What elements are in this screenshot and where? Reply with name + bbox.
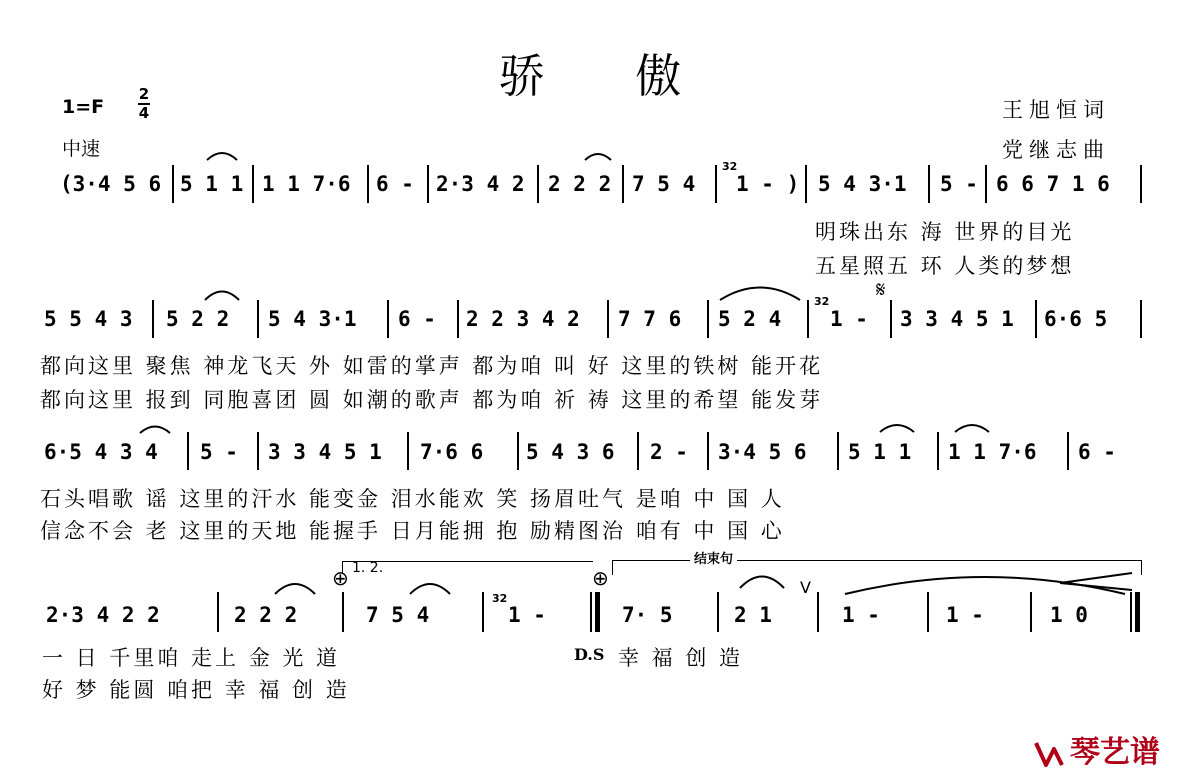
measure: 2 1 (734, 603, 772, 627)
measure: 1 1 7·6 (948, 440, 1037, 464)
measure: 7·6 6 (420, 440, 484, 464)
coda-icon: ⊕ (332, 566, 349, 590)
measure: 3·4 5 6 (718, 440, 807, 464)
lyric-line: 幸 福 创 造 (618, 646, 744, 670)
measure: 5 2 4 (718, 307, 782, 331)
measure: 7 7 6 (618, 307, 682, 331)
lyric-line: 五星照五 环 人类的梦想 (815, 254, 1075, 278)
measure: 1 - ) (736, 172, 800, 196)
measure: 7 5 4 (632, 172, 696, 196)
ds-marking: D.S (574, 645, 605, 664)
tempo-marking: 中速 (62, 138, 101, 160)
time-signature-bottom: 4 (138, 104, 150, 122)
measure: 6·5 4 3 4 (44, 440, 158, 464)
time-signature-top: 2 (138, 85, 150, 103)
measure: 6 - (1078, 440, 1116, 464)
brand-name: 琴艺谱 (1070, 735, 1160, 770)
measure: 7· 5 (622, 603, 673, 627)
measure: 2 2 2 (234, 603, 298, 627)
key-signature: 1=F (62, 96, 105, 118)
measure: 1 1 7·6 (262, 172, 351, 196)
volta-label: 1. 2. (352, 560, 384, 576)
measure: 2 2 3 4 2 (466, 307, 580, 331)
measure: 2 - (650, 440, 688, 464)
lyric-line: 明珠出东 海 世界的目光 (815, 220, 1075, 244)
measure: 1 0 (1050, 603, 1088, 627)
measure: 6 6 7 1 6 (996, 172, 1110, 196)
coda-icon: ⊕ (592, 566, 609, 590)
time-change-mark: 32 (492, 592, 508, 605)
measure: 5 1 1 (848, 440, 912, 464)
measure: 1 - (508, 603, 546, 627)
measure: 2 2 2 (548, 172, 612, 196)
measure: 6·6 5 (1044, 307, 1108, 331)
breath-mark: V (800, 578, 811, 597)
measure: 5 2 2 (166, 307, 230, 331)
measure: (3·4 5 6 (60, 172, 162, 196)
brand-logo (1032, 727, 1160, 771)
measure: 5 4 3 6 (526, 440, 615, 464)
lyric-line: 好 梦 能圆 咱把 幸 福 创 造 (42, 678, 350, 702)
measure: 2·3 4 2 2 (46, 603, 160, 627)
lyric-line: 信念不会 老 这里的天地 能握手 日月能拥 抱 励精图治 咱有 中 国 心 (40, 519, 785, 543)
measure: 1 - (830, 307, 868, 331)
time-change-mark: 32 (722, 160, 738, 173)
lyric-line: 一 日 千里咱 走上 金 光 道 (42, 646, 341, 670)
lyric-line: 石头唱歌 谣 这里的汗水 能变金 泪水能欢 笑 扬眉吐气 是咱 中 国 人 (40, 487, 785, 511)
time-change-mark: 32 (814, 295, 830, 308)
measure: 5 5 4 3 (44, 307, 133, 331)
measure: 5 1 1 (180, 172, 244, 196)
measure: 3 3 4 5 1 (900, 307, 1014, 331)
composer-credit: 党继志曲 (1002, 138, 1110, 162)
measure: 6 - (398, 307, 436, 331)
measure: 1 - (842, 603, 880, 627)
measure: 5 - (940, 172, 978, 196)
lyricist-credit: 王旭恒词 (1002, 98, 1110, 122)
measure: 7 5 4 (366, 603, 430, 627)
lyric-line: 都向这里 报到 同胞喜团 圆 如潮的歌声 都为咱 祈 祷 这里的希望 能发芽 (40, 388, 824, 412)
measure: 5 - (200, 440, 238, 464)
lyric-line: 都向这里 聚焦 神龙飞天 外 如雷的掌声 都为咱 叫 好 这里的铁树 能开花 (40, 354, 824, 378)
measure: 2·3 4 2 (436, 172, 525, 196)
measure: 5 4 3·1 (268, 307, 357, 331)
song-title: 骄 傲 (498, 49, 720, 103)
measure: 6 - (376, 172, 414, 196)
measure: 3 3 4 5 1 (268, 440, 382, 464)
measure: 1 - (946, 603, 984, 627)
ending-label: 结束句 (690, 548, 737, 567)
measure: 5 4 3·1 (818, 172, 907, 196)
brand-mark-icon (1032, 739, 1066, 769)
segno-icon: 𝄋 (876, 278, 886, 303)
